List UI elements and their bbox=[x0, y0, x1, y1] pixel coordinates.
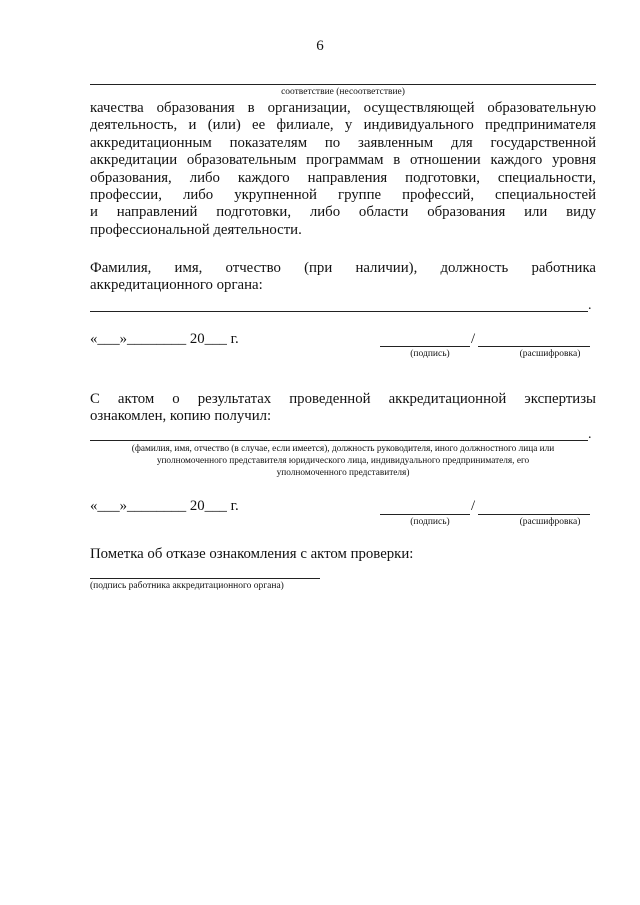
acquaint-line: С актом о результатах проведенной аккредитационной экспертизы bbox=[90, 391, 596, 407]
paragraph-line: профессии, либо укрупненной группе профессий, специальностей bbox=[90, 187, 596, 204]
fio-blank-line[interactable] bbox=[90, 311, 588, 312]
acquaint-paragraph bbox=[90, 391, 596, 426]
acquaint-caption-line: уполномоченного представителя) bbox=[276, 468, 410, 478]
decoding-line-2[interactable] bbox=[478, 514, 590, 515]
fio-line: аккредитационного органа: bbox=[90, 277, 263, 294]
page-number: 6 bbox=[316, 38, 324, 54]
signature-line-1[interactable] bbox=[380, 346, 470, 347]
slash-1: / bbox=[471, 331, 476, 347]
acquaint-caption bbox=[80, 443, 606, 479]
acquaint-caption-line: уполномоченного представителя юридического лица, индивидуального предпринимателя, его bbox=[156, 456, 530, 466]
paragraph-line: аккредитации образовательным программам в отношении каждого уровня bbox=[90, 152, 596, 169]
signature-line-2[interactable] bbox=[380, 514, 470, 515]
paragraph-line: деятельность, и (или) ее филиале, у индивидуального предпринимателя bbox=[90, 117, 596, 134]
refusal-signature-line[interactable] bbox=[90, 578, 320, 579]
date-line-2[interactable]: «___»________ 20___ г. bbox=[90, 498, 239, 514]
top-rule bbox=[90, 84, 596, 85]
decoding-line-1[interactable] bbox=[478, 346, 590, 347]
top-caption: соответствие (несоответствие) bbox=[281, 87, 405, 97]
acquaint-caption-line: (фамилия, имя, отчество (в случае, если имеется), должность руководителя, иного должностного лица или bbox=[131, 444, 555, 454]
date-line-1[interactable]: «___»________ 20___ г. bbox=[90, 331, 239, 347]
paragraph-line: профессиональной деятельности. bbox=[90, 221, 302, 238]
signature-caption-1: (подпись) bbox=[410, 349, 450, 359]
acquaint-line: ознакомлен, копию получил: bbox=[90, 408, 272, 425]
slash-2: / bbox=[471, 498, 476, 514]
paragraph-line: аккредитационным показателям по заявленным для государственной bbox=[90, 134, 596, 151]
paragraph-line: качества образования в организации, осуществляющей образовательную bbox=[90, 100, 596, 116]
refusal-note: Пометка об отказе ознакомления с актом проверки: bbox=[90, 546, 414, 562]
paragraph-line: и направлений подготовки, либо области образования или виду bbox=[90, 204, 596, 221]
paragraph-line: образования, либо каждого направления подготовки, специальности, bbox=[90, 169, 596, 186]
fio-period: . bbox=[588, 298, 592, 313]
paragraph-main bbox=[90, 100, 596, 239]
acquaint-period: . bbox=[588, 427, 592, 442]
fio-paragraph bbox=[90, 260, 596, 295]
decoding-caption-2: (расшифровка) bbox=[519, 517, 581, 527]
signature-caption-2: (подпись) bbox=[410, 517, 450, 527]
fio-line: Фамилия, имя, отчество (при наличии), должность работника bbox=[90, 260, 596, 276]
decoding-caption-1: (расшифровка) bbox=[519, 349, 581, 359]
acquaint-blank-line[interactable] bbox=[90, 440, 588, 441]
refusal-caption: (подпись работника аккредитационного органа) bbox=[90, 581, 284, 591]
